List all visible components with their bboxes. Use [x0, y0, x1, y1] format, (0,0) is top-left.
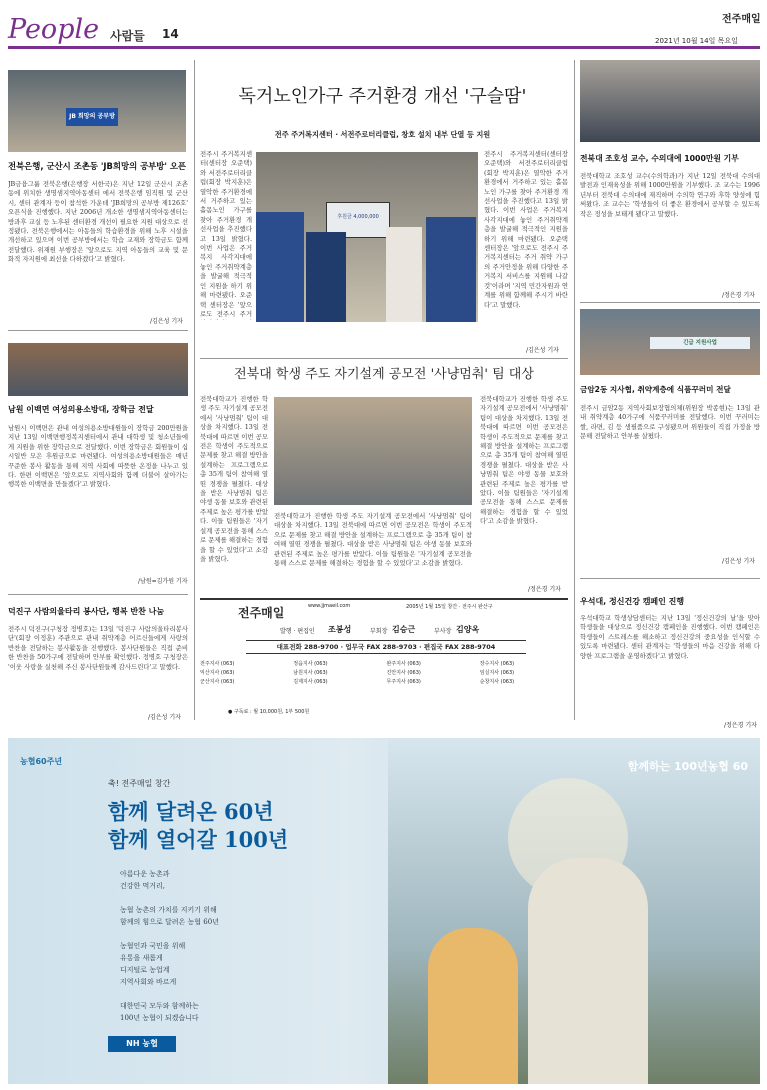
nh-brand: NH 농협	[108, 1036, 176, 1052]
ad-headline-1: 함께 달려온 60년	[108, 799, 274, 824]
phone-business: 업무국 FAX 288-9703	[345, 643, 417, 651]
byline: /김은성 기자	[722, 558, 755, 565]
headline: 전북대 학생 주도 자기설계 공모전 '사냥멈춰' 팀 대상	[234, 367, 534, 382]
article-body-cont: 전주시 주거복지센터(센터장 오준택)와 서전주로터리클럽(회장 박지훈)은 열악한 주거환경에서 거주하고 있는 홀몸노인 가구를 찾아 주거환경 개선사업을 추진했다고 13일 밝혔다. 이번 사업은 주거복지 사각지대에 놓인 주거취약계층을 발굴해 적극적인 지원을 하기 위해 마련됐다. 오준택 센터장은 '앞으로도 전주시 주거복지센터는 주거 취약 가구의 주거안정을 위해 다양한 주거복지 서비스를 지원해 나갈 것'이라며 '지역 민간자원과 연계를 위해 함께해 주시기 바란다'고 말했다.	[484, 150, 568, 309]
article-body: JB금융그룹 전북은행(은행장 서한국)은 지난 12일 군산시 조촌동에 위치한 생명샘지역아동센터 에서 전북은행 임직원 및 군산시, 센터 관계자 등이 참석한 가운데 'JB희망의 공부방 제126호' 오픈식을 진행했다. 지난 2006년 개소한 생명샘지역아동센터는 방과후 교실 등 노후된 센터환경 개선이 필요한 지원 대상으로 선정됐다. 전북은행에서는 아동들의 학습환경을 위해 노후 시설을 개선하고 있으며 이번 공부방에서는 학습 교재와 장학금도 함께 전달했다. 위재원 부행장은 '앞으로도 지역 아동들의 교육 및 문화적 자지원에 최선을 다하겠다'고 밝혔다.	[8, 180, 188, 264]
divider	[580, 302, 760, 303]
masthead-rule	[8, 46, 760, 49]
bureau: 완주지사 (063)	[386, 661, 421, 667]
staff-footer: ● 구독료 : 월 10,000원, 1부 500원	[228, 709, 310, 715]
ad-small: 축! 전주매일 창간	[108, 779, 171, 788]
bureau: 군산지사 (063)	[200, 679, 235, 685]
photo-donation	[256, 152, 478, 322]
headline: 우석대, 정신건강 캠페인 진행	[580, 597, 685, 606]
article-body: 전북대학교 조호성 교수(수의학과)가 지난 12일 전북대 수의대 발전과 인재육성을 위해 1000만원을 기부했다. 조 교수는 1996년부터 전북대 수의대에 재직하며 수의학 연구와 후학 양성에 힘써왔다. 조 교수는 '학생들이 더 좋은 환경에서 공부할 수 있도록 작은 정성을 보태게 됐다'고 말했다.	[580, 172, 760, 218]
headline: 덕진구 사람의울타리 봉사단, 행복 반찬 나눔	[8, 607, 165, 616]
phone-bar: 대표전화 288-9700 · 업무국 FAX 288-9703 · 편집국 FAX 288-9704	[246, 640, 526, 654]
bureau: 정읍지사 (063)	[293, 661, 328, 667]
publisher-label: 발행 · 편집인	[280, 628, 315, 635]
copy-line: 지역사회와 바르게	[120, 978, 177, 986]
divider	[580, 578, 760, 579]
article-body: 전주시 금암2동 지역사회보장협의체(위원장 박종현)는 13일 관내 취약계층 40가구에 식품꾸러미를 전달했다. 이번 꾸러미는 쌀, 라면, 김 등 생필품으로 구성됐으며 위원들이 직접 가정을 방문해 전달하고 안부를 살폈다.	[580, 404, 760, 441]
byline: /정은경 기자	[722, 292, 755, 299]
page-number: 14	[162, 27, 179, 41]
copy-line: 아름다운 농촌과	[120, 870, 170, 878]
staff-box	[200, 598, 568, 720]
main-headline: 독거노인가구 주거환경 개선 '구슬땀'	[238, 86, 527, 107]
phone-main: 대표전화 288-9700	[276, 643, 339, 651]
section-title-ko: 사람들	[110, 29, 145, 43]
column-rule	[574, 60, 575, 720]
copy-line: 대한민국 모두와 함께하는	[120, 1002, 199, 1010]
byline: /김은성 기자	[150, 318, 183, 325]
ad-banner	[8, 738, 760, 1084]
copy-line: 농협 농촌의 가치를 지키기 위해	[120, 906, 217, 914]
copy-line: 건강한 먹거리,	[120, 882, 166, 890]
ad-farmer-figure	[528, 858, 648, 1084]
bureau: 장수지사 (063)	[479, 661, 515, 667]
article-body: 남원시 이백면은 관내 여성의용소방대원들이 장학금 200만원을 지난 13일 이백면행정복지센터에서 관내 대학생 및 청소년들에게 지원을 위한 장학금으로 전달했다. 이번 장학금은 회원들이 십시일반 모은 후원금으로 마련됐다. 여성의용소방대원들은 매년 꾸준한 봉사 활동을 통해 지역 사회에 따뜻한 온정을 나누고 있다. 한편 이백면은 '앞으로도 지역사회와 함께 더불어 살아가는 행복한 이백면을 만들겠다'고 밝혔다.	[8, 424, 188, 489]
article-body: 우석대학교 학생상담센터는 지난 13일 '정신건강의 날'을 맞아 학생들을 대상으로 정신건강 캠페인을 진행했다. 이번 캠페인은 학생들이 스트레스를 해소하고 정신건강의 중요성을 인식할 수 있도록 마련됐다. 센터 관계자는 '학생들의 마음 건강을 위해 다양한 프로그램을 운영하겠다'고 밝혔다.	[580, 614, 760, 660]
copy-line: 디지털로 농업계	[120, 966, 170, 974]
nh60-logo: 농협60주년	[20, 757, 63, 766]
byline: /정은경 기자	[724, 722, 757, 729]
photo-firefighters	[8, 343, 188, 396]
cheque-board: 후원금 4,000,000	[326, 202, 390, 238]
photo-study-room	[8, 70, 186, 152]
copy-line: 농협인과 국민을 위해	[120, 942, 186, 950]
divider	[8, 330, 188, 331]
byline: /정은경 기자	[528, 586, 561, 593]
banner-text: 긴급 지원사업	[650, 337, 750, 349]
bureau: 순창지사 (063)	[479, 679, 515, 685]
article-body: 전주시 덕진구(구청장 정병호)는 13일 '덕진구 사람의울타리봉사단'(회장 이정훈) 주관으로 관내 취약계층 어르신들에게 사랑의 반찬을 전달하는 봉사활동을 진행했다. 봉사단원들은 직접 준비한 반찬을 50가구에 전달하며 안부를 확인했다. 정병호 구청장은 '이웃 사랑을 실천해 주신 봉사단원들께 감사드린다'고 말했다.	[8, 625, 188, 671]
photo-professor	[580, 60, 760, 142]
ad-child-figure	[428, 928, 518, 1084]
date: 2021년 10월 14일 목요일	[655, 37, 738, 45]
article-body: 전주시 주거복지센터(센터장 오준택)와 서전주로터리클럽(회장 박지훈)은 열악한 주거환경에서 거주하고 있는 홀몸노인 가구를 찾아 주거환경 개선사업을 추진했다고 13일 밝혔다. 이번 사업은 주거복지 사각지대에 놓인 주거취약계층을 발굴해 적극적인 지원을 하기 위해 마련됐다. 오준택 센터장은 '앞으로도 전주시 주거	[200, 150, 252, 318]
chief-name: 김양옥	[456, 625, 480, 634]
copy-line: 유통을 새롭게	[120, 954, 163, 962]
staff-logo: 전주매일	[238, 606, 285, 620]
bureau: 익산지사 (063)	[200, 670, 235, 676]
photo-award	[274, 397, 472, 505]
paper-name: 전주매일	[722, 14, 761, 25]
article-body-cont: 전북대학교가 진행한 학생 주도 자기설계 공모전에서 '사냥멈춰' 팀이 대상을 차지했다. 13일 전북대에 따르면 이번 공모전은 학생이 주도적으로 문제를 찾고 해결 방안을 설계하는 프로그램으로 총 35개 팀이 참여해 열띤 경쟁을 펼쳤다. 대상을 받은 사냥멈춰 팀은 야생 동물 보호와 관련된 주제로 높은 평가를 받았다. 이들 팀원들은 '자기설계 공모전을 통해 스스로 문제를 해결하는 경험을 할 수 있었다'고 소감을 밝혔다.	[274, 512, 472, 568]
bureau: 김제지사 (063)	[293, 679, 328, 685]
chief-label: 부사장	[434, 628, 452, 635]
ad-headline-2: 함께 열어갈 100년	[108, 827, 289, 852]
column-rule	[194, 60, 195, 720]
headline: 전북대 조호성 교수, 수의대에 1000만원 기부	[580, 154, 739, 163]
divider	[200, 358, 568, 359]
publisher-name: 조봉성	[328, 625, 352, 634]
article-body-cont: 전북대학교가 진행한 학생 주도 자기설계 공모전에서 '사냥멈춰' 팀이 대상을 차지했다. 13일 전북대에 따르면 이번 공모전은 학생이 주도적으로 문제를 찾고 해결 방안을 설계하는 프로그램으로 총 35개 팀이 참여해 열띤 경쟁을 펼쳤다. 대상을 받은 사냥멈춰 팀은 야생 동물 보호와 관련된 주제로 높은 평가를 받았다. 이들 팀원들은 '자기설계 공모전을 통해 스스로 문제를 해결하는 경험을 할 수 있었다'고 소감을 밝혔다.	[480, 395, 568, 526]
banner-text: JB 희망의 공부방	[66, 108, 118, 126]
byline: /남원=김가원 기자	[138, 578, 188, 585]
staff-web: www.jjmaeil.com	[308, 603, 351, 609]
bureau-list	[200, 660, 568, 687]
article-body: 전북대학교가 진행한 학생 주도 자기설계 공모전에서 '사냥멈춰' 팀이 대상을 차지했다. 13일 전북대에 따르면 이번 공모전은 학생이 주도적으로 문제를 찾고 해결 방안을 설계하는 프로그램으로 총 35개 팀이 참여해 열띤 경쟁을 펼쳤다. 대상을 받은 사냥멈춰 팀은 야생 동물 보호와 관련된 주제로 높은 평가를 받았다. 이들 팀원들은 '자기설계 공모전을 통해 스스로 문제를 해결하는 경험을 할 수 있었다'고 소감을 밝혔다.	[200, 395, 268, 563]
copy-line: 100년 농협이 되겠습니다	[120, 1014, 199, 1022]
section-title: People	[8, 14, 100, 45]
editor-label: 부회장	[370, 628, 388, 635]
headline: 전북은행, 군산시 조촌동 'JB희망의 공부방' 오픈	[8, 161, 187, 171]
bureau: 전주지사 (063)	[200, 661, 235, 667]
bureau: 진안지사 (063)	[386, 670, 421, 676]
bureau: 무주지사 (063)	[386, 679, 421, 685]
editor-name: 김승근	[392, 625, 416, 634]
sub-headline: 전주 주거복지센터 · 서전주로터리클럽, 창호 설치 내부 단열 등 지원	[274, 130, 491, 139]
ad-slogan: 함께하는 100년농협 60	[627, 760, 748, 773]
phone-editorial: 편집국 FAX 288-9704	[423, 643, 496, 651]
bureau: 임실지사 (063)	[479, 670, 515, 676]
copy-line: 함께의 힘으로 달려온 농협 60년	[120, 918, 219, 926]
ad-copy	[120, 868, 219, 1024]
byline: /김은성 기자	[148, 714, 181, 721]
headline: 남원 이백면 여성의용소방대, 장학금 전달	[8, 405, 154, 414]
divider	[8, 594, 188, 595]
staff-address: 2005년 1월 15일 창간 · 전주시 완산구	[406, 604, 493, 610]
bureau: 남원지사 (063)	[293, 670, 328, 676]
byline: /김은성 기자	[526, 347, 559, 354]
photo-food-delivery	[580, 309, 760, 375]
headline: 금암2동 지사협, 취약계층에 식품꾸러미 전달	[580, 385, 731, 394]
